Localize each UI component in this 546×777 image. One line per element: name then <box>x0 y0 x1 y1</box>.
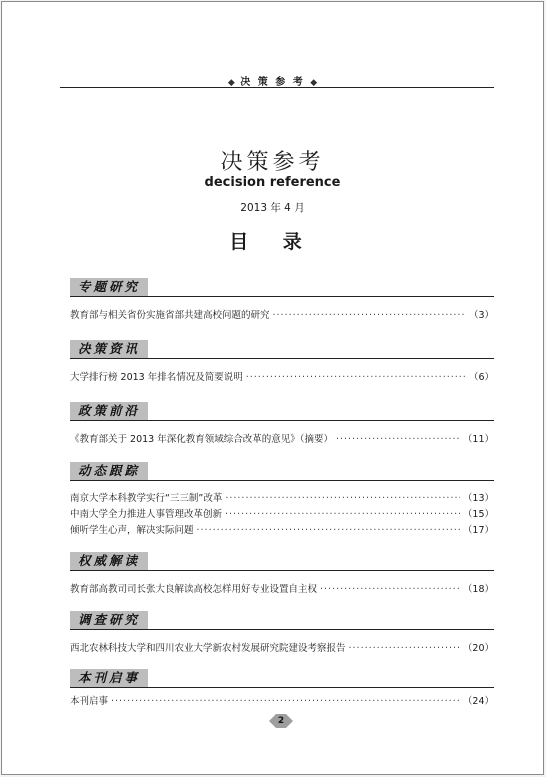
dot-leader <box>111 696 460 709</box>
section-head <box>70 669 494 687</box>
toc-section-special-research <box>70 278 494 323</box>
toc-entry[interactable] <box>70 493 494 509</box>
toc-section-survey-research <box>70 611 494 656</box>
dot-leader <box>273 310 466 323</box>
section-label: 调查研究 <box>70 611 148 629</box>
section-entries <box>70 643 494 656</box>
dot-leader <box>336 434 460 447</box>
toc-entry[interactable] <box>70 696 494 709</box>
toc-entry-page: （18） <box>462 584 494 595</box>
toc-entry[interactable] <box>70 310 494 323</box>
document-page <box>1 1 544 775</box>
toc-entry-page: （17） <box>462 525 494 536</box>
publication-subtitle: decision reference <box>204 175 341 190</box>
toc-entry-text: 本刊启事 <box>70 696 109 707</box>
section-head <box>70 552 494 570</box>
section-entries <box>70 434 494 447</box>
toc-entry-page: （6） <box>468 372 494 383</box>
diamond-icon: ◆ <box>227 78 235 88</box>
section-label: 专题研究 <box>70 278 148 296</box>
toc-entry-text: 西北农林科技大学和四川农业大学新农村发展研究院建设考察报告 <box>70 643 346 654</box>
issue-date: 2013 年 4 月 <box>240 202 305 214</box>
running-head <box>2 73 543 88</box>
toc-section-policy-frontier <box>70 402 494 447</box>
dot-leader <box>225 509 460 522</box>
section-rule <box>70 570 494 571</box>
section-entries <box>70 696 494 709</box>
section-rule <box>70 420 494 421</box>
toc-entry-text: 中南大学全力推进人事管理改革创新 <box>70 509 223 520</box>
toc-entry[interactable] <box>70 509 494 525</box>
toc-entry[interactable] <box>70 372 494 385</box>
toc-section-decision-news <box>70 340 494 385</box>
toc-section-journal-notice <box>70 669 494 709</box>
toc-entry-page: （24） <box>462 696 494 707</box>
dot-leader <box>225 493 460 506</box>
section-label: 动态跟踪 <box>70 462 148 480</box>
toc-entry-page: （3） <box>468 310 494 321</box>
toc-entry-page: （20） <box>462 643 494 654</box>
toc-entry-text: 《教育部关于 2013 年深化教育领域综合改革的意见》（摘要） <box>70 434 333 445</box>
section-rule <box>70 296 494 297</box>
section-rule <box>70 480 494 481</box>
section-rule <box>70 687 494 688</box>
section-entries <box>70 584 494 597</box>
section-head <box>70 278 494 296</box>
section-label: 政策前沿 <box>70 402 148 420</box>
dot-leader <box>349 643 460 656</box>
toc-entry-text: 倾听学生心声，解决实际问题 <box>70 525 194 536</box>
toc-entry[interactable] <box>70 434 494 447</box>
toc-entry-text: 教育部与相关省份实施省部共建高校问题的研究 <box>70 310 270 321</box>
toc-entry-text: 大学排行榜 2013 年排名情况及简要说明 <box>70 372 243 383</box>
toc-entry-text: 教育部高教司司长张大良解读高校怎样用好专业设置自主权 <box>70 584 318 595</box>
dot-leader <box>246 372 466 385</box>
dot-leader <box>320 584 460 597</box>
toc-entry-page: （11） <box>462 434 494 445</box>
section-head <box>70 611 494 629</box>
toc-entry[interactable] <box>70 525 494 541</box>
toc-section-dynamic-tracking <box>70 462 494 541</box>
section-entries <box>70 310 494 323</box>
diamond-icon: ◆ <box>310 78 318 88</box>
page-number-badge <box>269 714 293 728</box>
section-entries <box>70 372 494 385</box>
section-rule <box>70 629 494 630</box>
header-rule <box>60 87 494 88</box>
toc-title: 目 录 <box>229 231 316 253</box>
toc-entry[interactable] <box>70 584 494 597</box>
toc-entry[interactable] <box>70 643 494 656</box>
section-label: 决策资讯 <box>70 340 148 358</box>
toc-entry-text: 南京大学本科教学实行“三三制”改革 <box>70 493 223 504</box>
toc-entry-page: （13） <box>462 493 494 504</box>
toc-entry-page: （15） <box>462 509 494 520</box>
section-entries <box>70 493 494 541</box>
section-head <box>70 402 494 420</box>
running-head-text: 决 策 参 考 <box>240 77 305 88</box>
toc-section-authoritative-interpretation <box>70 552 494 597</box>
section-rule <box>70 358 494 359</box>
section-label: 权威解读 <box>70 552 148 570</box>
section-head <box>70 462 494 480</box>
section-head <box>70 340 494 358</box>
section-label: 本刊启事 <box>70 669 148 687</box>
publication-title: 决策参考 <box>220 150 325 175</box>
page-number: 2 <box>277 716 285 726</box>
dot-leader <box>197 525 460 538</box>
